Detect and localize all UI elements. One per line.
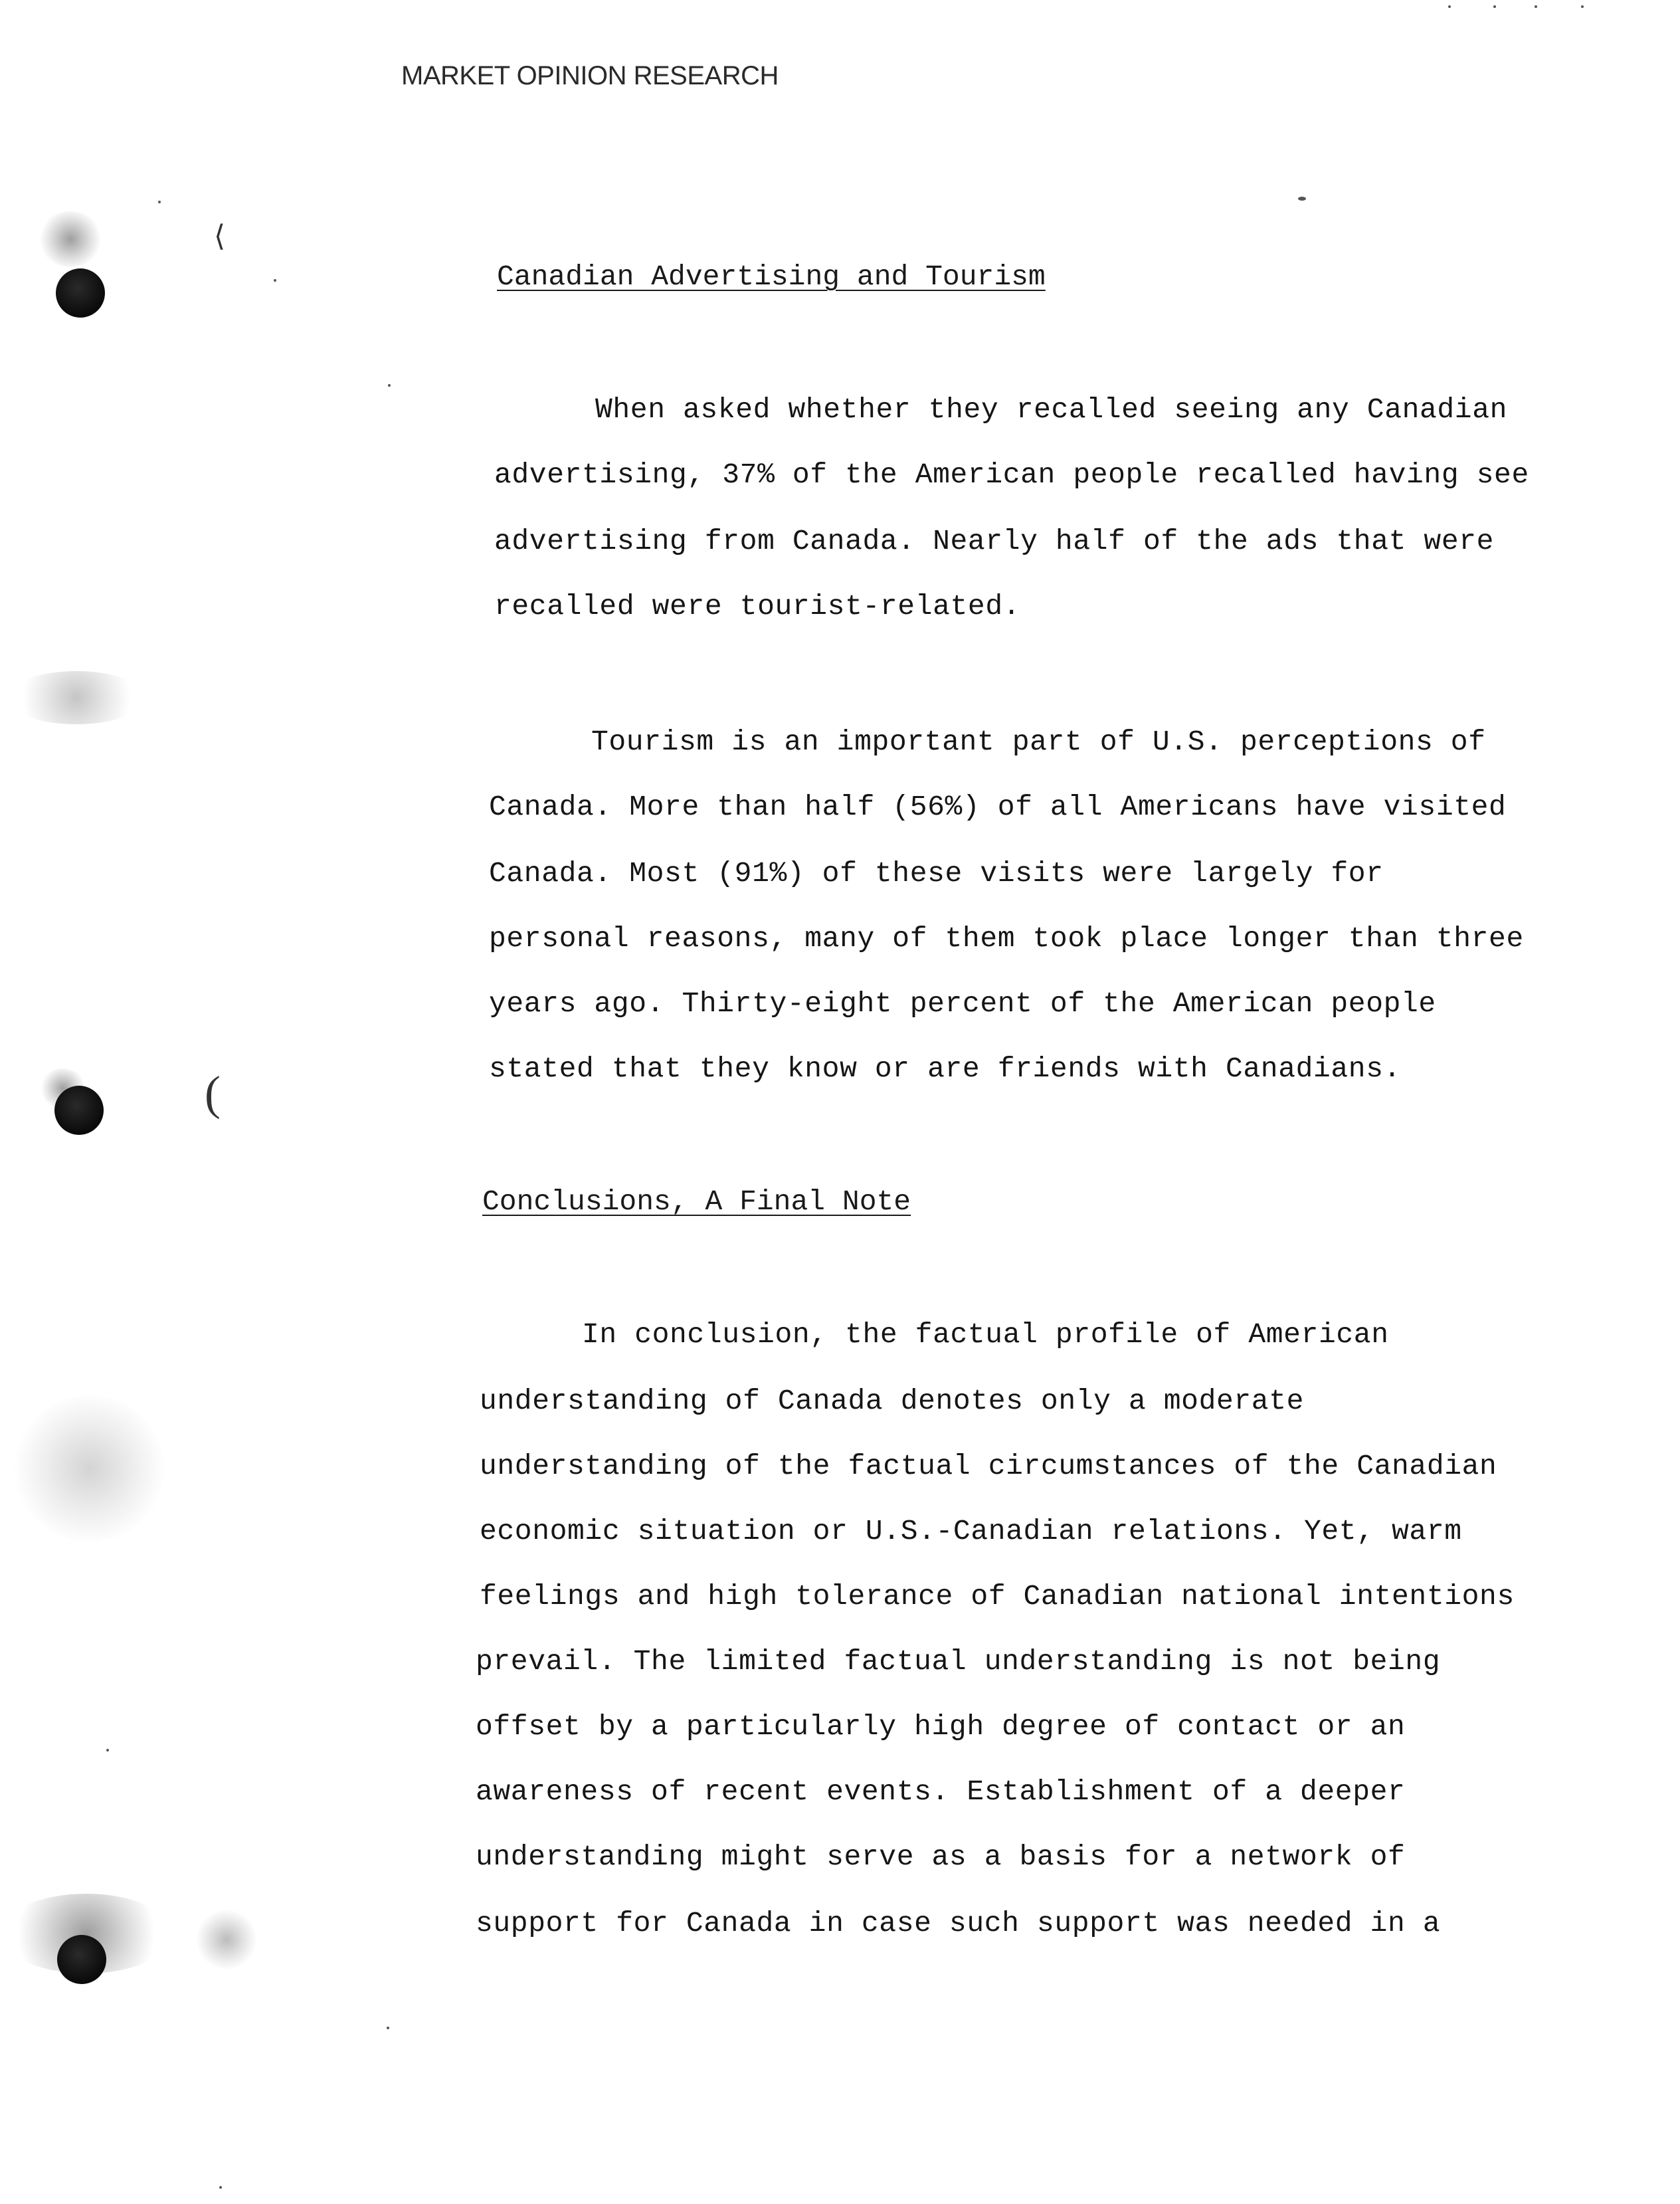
paragraph-line: prevail. The limited factual understanding is not being [476,1645,1441,1678]
punch-hole [56,268,105,318]
scan-dot [387,2027,389,2029]
letterhead: MARKET OPINION RESEARCH [401,61,779,90]
paragraph-line: feelings and high tolerance of Canadian national intentions [480,1580,1515,1613]
scan-speckle [197,1910,256,1969]
scan-dot [388,384,391,387]
paragraph-line: understanding of the factual circumstances of the Canadian [480,1450,1497,1482]
paragraph-line: awareness of recent events. Establishment of a deeper [476,1775,1406,1808]
paragraph-line: When asked whether they recalled seeing any Canadian [595,393,1508,426]
paragraph-line: support for Canada in case such support was needed in a [476,1907,1441,1940]
paragraph-line: personal reasons, many of them took place longer than three [489,922,1524,955]
punch-hole [54,1086,104,1135]
paragraph-line: Canada. More than half (56%) of all Americans have visited [489,791,1507,823]
paragraph-line: Canada. Most (91%) of these visits were largely for [489,857,1384,890]
scan-dot [1535,5,1537,8]
paragraph-line: advertising from Canada. Nearly half of the ads that were [494,525,1495,557]
section-heading: Conclusions, A Final Note [482,1185,911,1218]
scan-mark: ( [205,1066,221,1120]
scan-dot [158,201,161,203]
scan-speckle [13,1395,166,1542]
paragraph-line: understanding of Canada denotes only a moderate [480,1385,1304,1417]
paragraph-line: economic situation or U.S.-Canadian relations. Yet, warm [480,1515,1462,1548]
section-heading: Canadian Advertising and Tourism [497,260,1046,293]
scan-dot [1493,5,1496,8]
paragraph-line: recalled were tourist-related. [494,590,1021,623]
paragraph-line: understanding might serve as a basis for a network of [476,1841,1406,1873]
scan-dot [1298,197,1306,201]
paragraph-line: stated that they know or are friends with Canadians. [489,1052,1402,1085]
scan-dot [106,1749,109,1752]
punch-hole [57,1935,106,1984]
scan-mark: ⟨ [214,220,226,252]
paragraph-line: offset by a particularly high degree of contact or an [476,1710,1406,1743]
paragraph-line: Tourism is an important part of U.S. perceptions of [591,726,1486,758]
paragraph-line: years ago. Thirty-eight percent of the American people [489,987,1436,1020]
scan-speckle [39,211,102,267]
scan-dot [274,279,276,282]
scan-dot [1448,5,1451,8]
scan-dot [219,2186,222,2189]
paragraph-line: In conclusion, the factual profile of American [582,1318,1389,1351]
scan-speckle [7,671,146,724]
scan-dot [1581,5,1584,8]
paragraph-line: advertising, 37% of the American people recalled having see [494,458,1529,491]
